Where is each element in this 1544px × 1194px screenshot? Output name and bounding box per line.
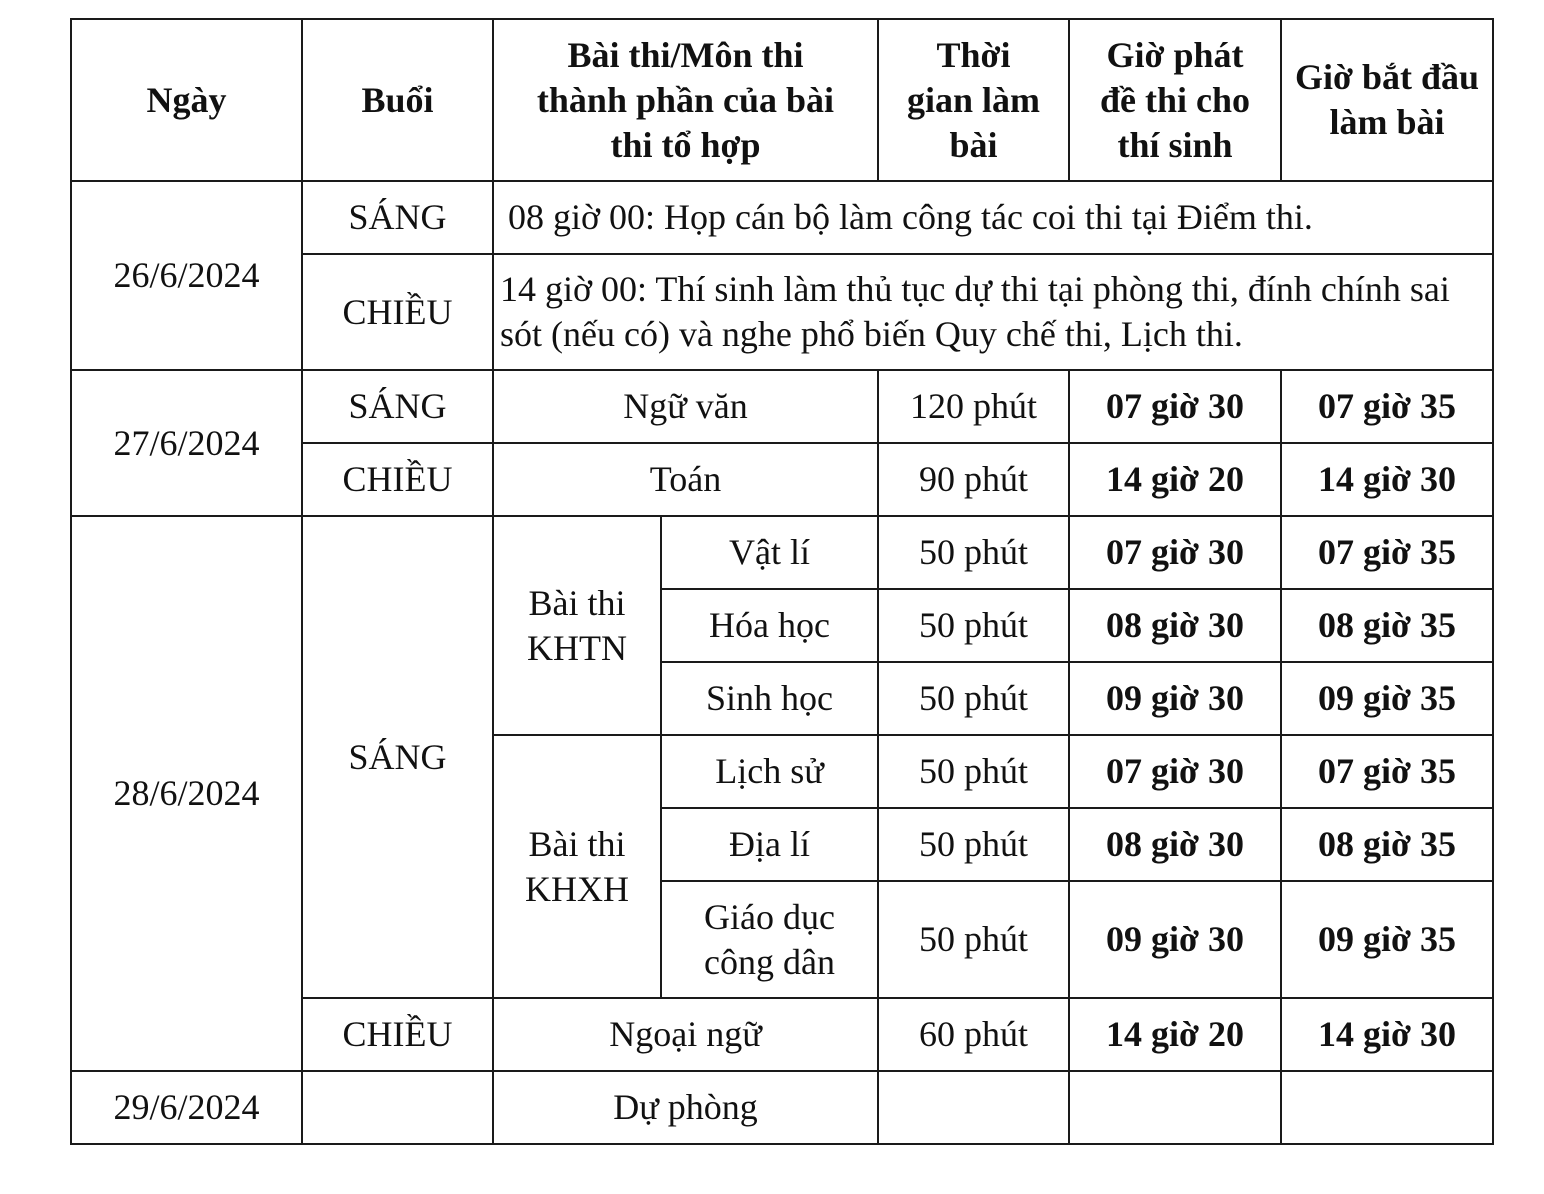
table-row [71,1071,1493,1144]
header-buoi: Buổi [302,19,493,181]
paper-time-cell: 07 giờ 30 [1069,516,1281,589]
paper-time-cell: 14 giờ 20 [1069,443,1281,516]
table-row [71,516,1493,589]
session-cell: SÁNG [302,516,493,998]
subject-cell: Ngữ văn [493,370,878,443]
note-cell: 14 giờ 00: Thí sinh làm thủ tục dự thi tại phòng thi, đính chính sai sót (nếu có) và nghe phổ biến Quy chế thi, Lịch thi. [493,254,1493,370]
date-cell: 28/6/2024 [71,516,302,1071]
subject-cell: Vật lí [661,516,878,589]
start-time-cell: 09 giờ 35 [1281,662,1493,735]
group-cell-khtn: Bài thi KHTN [493,516,661,735]
duration-cell-empty [878,1071,1069,1144]
date-cell: 29/6/2024 [71,1071,302,1144]
subject-cell: Toán [493,443,878,516]
start-time-cell: 08 giờ 35 [1281,589,1493,662]
subject-cell: Hóa học [661,589,878,662]
exam-schedule-table [70,18,1494,1145]
subject-cell: Lịch sử [661,735,878,808]
start-time-cell: 07 giờ 35 [1281,735,1493,808]
header-row [71,19,1493,181]
note-cell: 08 giờ 00: Họp cán bộ làm công tác coi thi tại Điểm thi. [493,181,1493,254]
group-cell-khxh: Bài thi KHXH [493,735,661,998]
session-cell: SÁNG [302,181,493,254]
start-time-cell: 07 giờ 35 [1281,370,1493,443]
session-cell-empty [302,1071,493,1144]
duration-cell: 50 phút [878,516,1069,589]
session-cell: CHIỀU [302,443,493,516]
subject-cell: Địa lí [661,808,878,881]
header-gio-bat-dau: Giờ bắt đầu làm bài [1281,19,1493,181]
subject-cell: Giáo dục công dân [661,881,878,998]
start-time-cell: 08 giờ 35 [1281,808,1493,881]
table-row [71,370,1493,443]
paper-time-cell: 09 giờ 30 [1069,881,1281,998]
header-gio-phat-de: Giờ phát đề thi cho thí sinh [1069,19,1281,181]
duration-cell: 90 phút [878,443,1069,516]
duration-cell: 50 phút [878,589,1069,662]
subject-cell: Dự phòng [493,1071,878,1144]
start-time-cell: 09 giờ 35 [1281,881,1493,998]
session-cell: SÁNG [302,370,493,443]
paper-time-cell: 08 giờ 30 [1069,589,1281,662]
duration-cell: 50 phút [878,881,1069,998]
table-row [71,181,1493,254]
date-cell: 26/6/2024 [71,181,302,370]
header-ngay: Ngày [71,19,302,181]
header-bai-thi: Bài thi/Môn thi thành phần của bài thi tổ hợp [493,19,878,181]
paper-time-cell: 08 giờ 30 [1069,808,1281,881]
start-time-cell: 14 giờ 30 [1281,443,1493,516]
start-time-cell-empty [1281,1071,1493,1144]
session-cell: CHIỀU [302,998,493,1071]
duration-cell: 50 phút [878,735,1069,808]
duration-cell: 60 phút [878,998,1069,1071]
start-time-cell: 14 giờ 30 [1281,998,1493,1071]
subject-cell: Sinh học [661,662,878,735]
paper-time-cell-empty [1069,1071,1281,1144]
paper-time-cell: 07 giờ 30 [1069,735,1281,808]
paper-time-cell: 07 giờ 30 [1069,370,1281,443]
date-cell: 27/6/2024 [71,370,302,516]
start-time-cell: 07 giờ 35 [1281,516,1493,589]
session-cell: CHIỀU [302,254,493,370]
subject-cell: Ngoại ngữ [493,998,878,1071]
paper-time-cell: 09 giờ 30 [1069,662,1281,735]
duration-cell: 50 phút [878,808,1069,881]
paper-time-cell: 14 giờ 20 [1069,998,1281,1071]
header-thoi-gian: Thời gian làm bài [878,19,1069,181]
duration-cell: 50 phút [878,662,1069,735]
duration-cell: 120 phút [878,370,1069,443]
